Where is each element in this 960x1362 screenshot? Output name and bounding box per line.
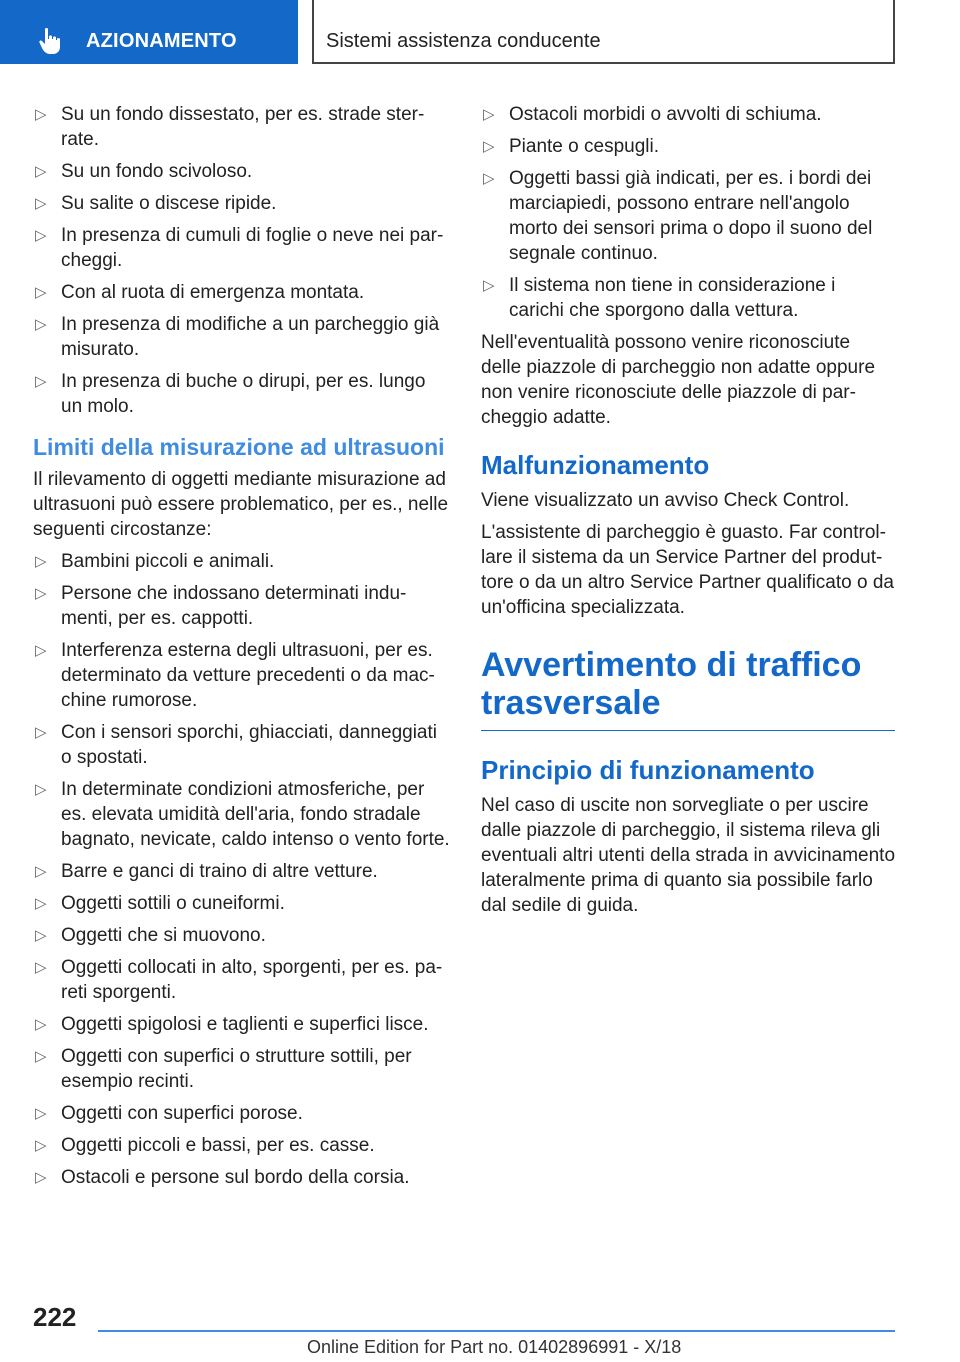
malfunction-text-2: L'assistente di parcheggio è guasto. Far control-lare il sistema da un Service Partner del produt-tore o da un altro Service Partner qualificato o da un'officina specializzata.	[481, 522, 894, 618]
triangle-bullet-icon: ▷	[35, 106, 47, 123]
list-item: ▷ In presenza di buche o dirupi, per es. lungo un molo.	[35, 371, 426, 417]
list-item: ▷ Su un fondo dissestato, per es. strade ster-rate.	[35, 104, 425, 150]
malfunction-text-1: Viene visualizzato un avviso Check Control.	[481, 490, 850, 511]
hand-pointer-icon	[36, 26, 66, 56]
triangle-bullet-icon: ▷	[35, 373, 47, 390]
triangle-bullet-icon: ▷	[35, 316, 47, 333]
list-item: ▷ Oggetti spigolosi e taglienti e superfici lisce.	[35, 1014, 429, 1035]
triangle-bullet-icon: ▷	[35, 927, 47, 944]
triangle-bullet-icon: ▷	[35, 959, 47, 976]
left-column	[33, 102, 451, 1197]
right-column	[481, 102, 895, 925]
list-item: ▷ Oggetti con superfici porose.	[35, 1103, 303, 1124]
section-title: Sistemi assistenza conducente	[326, 30, 601, 52]
triangle-bullet-icon: ▷	[483, 170, 495, 187]
list-item: ▷ Con al ruota di emergenza montata.	[35, 282, 365, 303]
triangle-bullet-icon: ▷	[35, 585, 47, 602]
triangle-bullet-icon: ▷	[35, 553, 47, 570]
list-item: ▷ Oggetti con superfici o strutture sottili, per esempio recinti.	[35, 1046, 412, 1092]
list-item: ▷ Con i sensori sporchi, ghiacciati, danneggiati o spostati.	[35, 722, 437, 768]
triangle-bullet-icon: ▷	[483, 138, 495, 155]
triangle-bullet-icon: ▷	[35, 895, 47, 912]
header-tab[interactable]	[0, 0, 298, 64]
list-item: ▷ Oggetti sottili o cuneiformi.	[35, 893, 285, 914]
header-tab-label: AZIONAMENTO	[86, 30, 237, 52]
list-item: ▷ In presenza di modifiche a un parcheggio già misurato.	[35, 314, 440, 360]
edition-text: Online Edition for Part no. 01402896991 - X/18	[307, 1337, 682, 1357]
triangle-bullet-icon: ▷	[35, 724, 47, 741]
triangle-bullet-icon: ▷	[35, 1016, 47, 1033]
list-item: ▷ Oggetti bassi già indicati, per es. i bordi dei marciapiedi, possono entrare nell'angolo morto dei sensori prima o dopo il suono del segnale continuo.	[483, 168, 873, 264]
triangle-bullet-icon: ▷	[35, 1137, 47, 1154]
list-item: ▷ Oggetti piccoli e bassi, per es. casse.	[35, 1135, 375, 1156]
list-item: ▷ Persone che indossano determinati indu-menti, per es. cappotti.	[35, 583, 407, 629]
footer-divider	[98, 1330, 895, 1332]
list-item: ▷ Su un fondo scivoloso.	[35, 161, 253, 182]
list-item: ▷ Ostacoli morbidi o avvolti di schiuma.	[483, 104, 822, 125]
triangle-bullet-icon: ▷	[35, 642, 47, 659]
malfunction-heading: Malfunzionamento	[481, 450, 710, 480]
principle-text: Nel caso di uscite non sorvegliate o per uscire dalle piazzole di parcheggio, il sistema rileva gli eventuali altri utenti della strada in avvicinamento lateralmente prima di quanto sia possibile farlo dal sedile di guida.	[481, 795, 896, 916]
list-item: ▷ Interferenza esterna degli ultrasuoni, per es. determinato da vetture precedenti o da mac-chine rumorose.	[35, 640, 435, 711]
list-item: ▷ Oggetti collocati in alto, sporgenti, per es. pa-reti sporgenti.	[35, 957, 443, 1003]
triangle-bullet-icon: ▷	[483, 277, 495, 294]
list-item: ▷ Bambini piccoli e animali.	[35, 551, 275, 572]
limits-intro: Il rilevamento di oggetti mediante misurazione ad ultrasuoni può essere problematico, per es., nelle seguenti circostanze:	[33, 469, 449, 540]
principle-heading: Principio di funzionamento	[481, 755, 815, 785]
triangle-bullet-icon: ▷	[35, 863, 47, 880]
list-item: ▷ In presenza di cumuli di foglie o neve nei par-cheggi.	[35, 225, 444, 271]
triangle-bullet-icon: ▷	[35, 1048, 47, 1065]
triangle-bullet-icon: ▷	[35, 1169, 47, 1186]
triangle-bullet-icon: ▷	[35, 195, 47, 212]
limits-heading: Limiti della misurazione ad ultrasuoni	[33, 434, 445, 460]
list-item: ▷ Piante o cespugli.	[483, 136, 659, 157]
list-item: ▷ Ostacoli e persone sul bordo della corsia.	[35, 1167, 410, 1188]
triangle-bullet-icon: ▷	[35, 284, 47, 301]
triangle-bullet-icon: ▷	[35, 163, 47, 180]
list-item: ▷ Oggetti che si muovono.	[35, 925, 266, 946]
list-item: ▷ In determinate condizioni atmosferiche, per es. elevata umidità dell'aria, fondo stradale bagnato, nevicate, caldo intenso o vento forte.	[35, 779, 450, 850]
page-number: 222	[33, 1302, 77, 1332]
triangle-bullet-icon: ▷	[35, 1105, 47, 1122]
list-item: ▷ Barre e ganci di traino di altre vetture.	[35, 861, 378, 882]
triangle-bullet-icon: ▷	[483, 106, 495, 123]
cross-traffic-heading: Avvertimento di traffico trasversale	[481, 646, 895, 731]
list-item: ▷ Su salite o discese ripide.	[35, 193, 277, 214]
triangle-bullet-icon: ▷	[35, 227, 47, 244]
list-item: ▷ Il sistema non tiene in considerazione i carichi che sporgono dalla vettura.	[483, 275, 836, 321]
parking-note: Nell'eventualità possono venire riconosciute delle piazzole di parcheggio non adatte oppure non venire riconosciute delle piazzole di par-cheggio adatte.	[481, 332, 876, 428]
triangle-bullet-icon: ▷	[35, 781, 47, 798]
